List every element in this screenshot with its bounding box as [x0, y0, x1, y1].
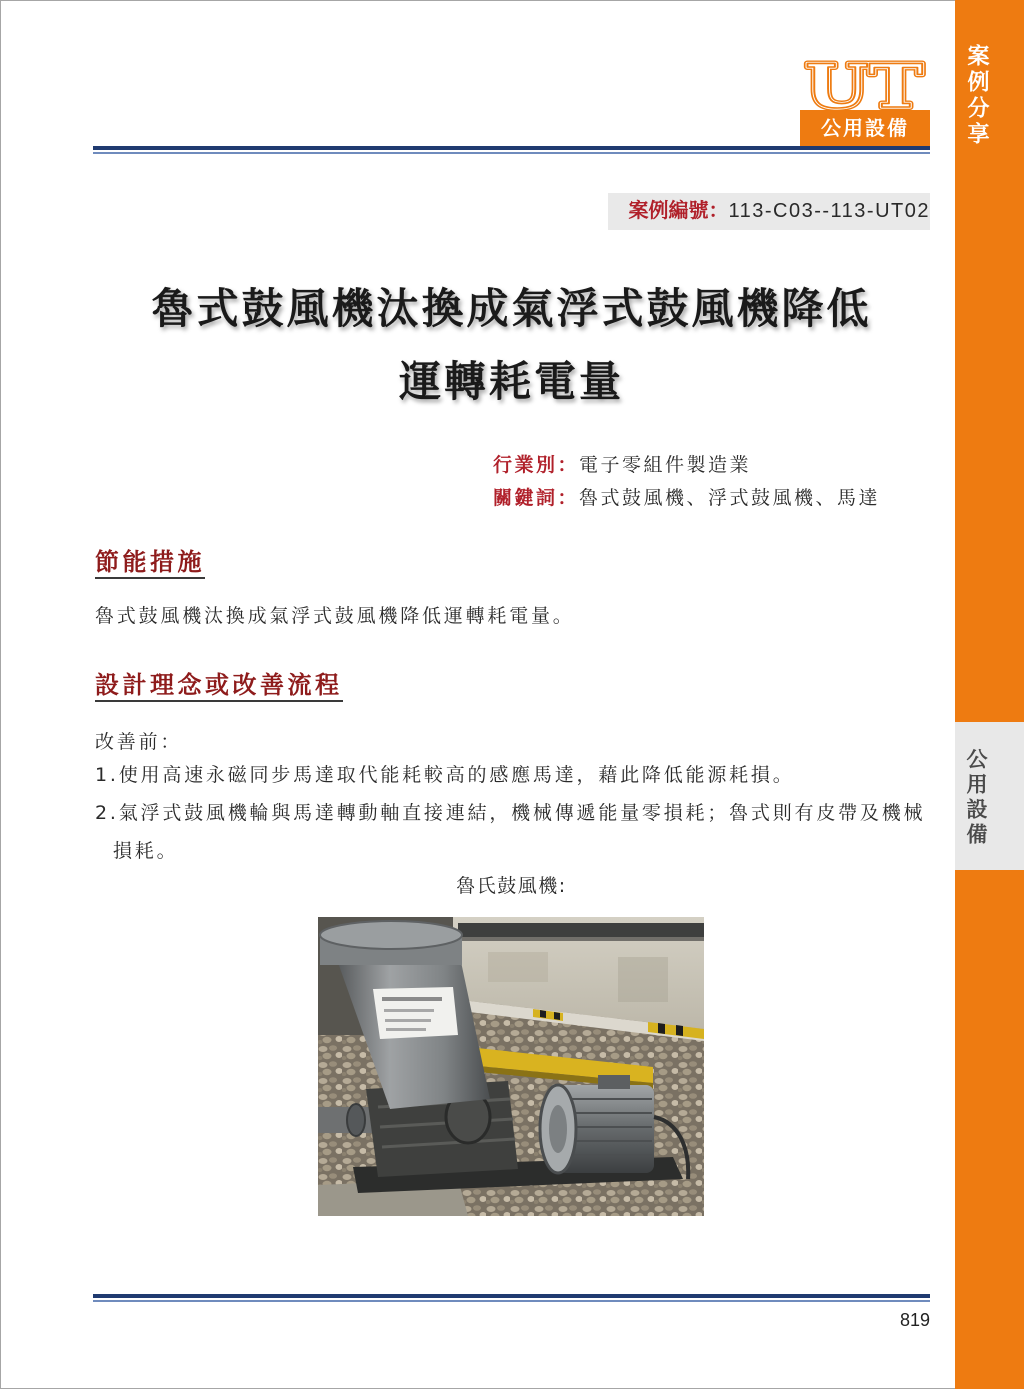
list-item: 1.使用高速永磁同步馬達取代能耗較高的感應馬達，藉此降低能源耗損。	[95, 764, 795, 786]
title-line-2: 運轉耗電量	[398, 357, 624, 406]
section-body-measures: 魯式鼓風機汰換成氣浮式鼓風機降低運轉耗電量。	[95, 605, 575, 627]
industry-value: 電子零組件製造業	[579, 454, 752, 476]
keywords-value: 魯式鼓風機、浮式鼓風機、馬達	[579, 487, 881, 509]
improvement-list	[95, 756, 930, 870]
before-improvement-label: 改善前：	[95, 731, 183, 753]
footer-rule-thin	[93, 1300, 930, 1302]
ut-logo-inner-outline	[805, 58, 923, 112]
roots-blower-photo	[318, 917, 704, 1216]
case-number-label: 案例編號：	[628, 200, 729, 222]
side-strip-label: 案例分享	[964, 44, 989, 148]
industry-row	[493, 449, 930, 482]
figure-caption: 魯氏鼓風機:	[456, 875, 567, 897]
section-tab	[955, 722, 1024, 870]
ut-logo-letters	[800, 58, 930, 112]
footer-rule-thick	[93, 1294, 930, 1298]
side-strip	[955, 0, 1024, 1389]
list-item: 2.氣浮式鼓風機輪與馬達轉動軸直接連結，機械傳遞能量零損耗；魯式則有皮帶及機械損耗。	[95, 802, 926, 862]
section-heading-measures: 節能措施	[95, 548, 205, 579]
title-line-1: 魯式鼓風機汰換成氣浮式鼓風機降低	[151, 284, 872, 333]
page-number: 819	[899, 1310, 930, 1330]
logo-label: 公用設備	[800, 110, 930, 146]
case-number-box	[608, 193, 930, 230]
header-rule-thin	[93, 152, 930, 154]
header-rule-thick	[93, 146, 930, 150]
ut-logo	[800, 58, 930, 146]
keywords-label: 關鍵詞：	[493, 487, 580, 509]
keywords-row	[493, 482, 930, 515]
case-meta	[493, 449, 930, 515]
page-title	[93, 272, 930, 418]
roots-blower-photo-svg	[318, 917, 704, 1216]
section-heading-design: 設計理念或改善流程	[95, 671, 343, 702]
section-tab-label: 公用設備	[964, 748, 988, 848]
industry-label: 行業別：	[493, 454, 580, 476]
case-number-value: 113-C03--113-UT02	[728, 200, 930, 222]
